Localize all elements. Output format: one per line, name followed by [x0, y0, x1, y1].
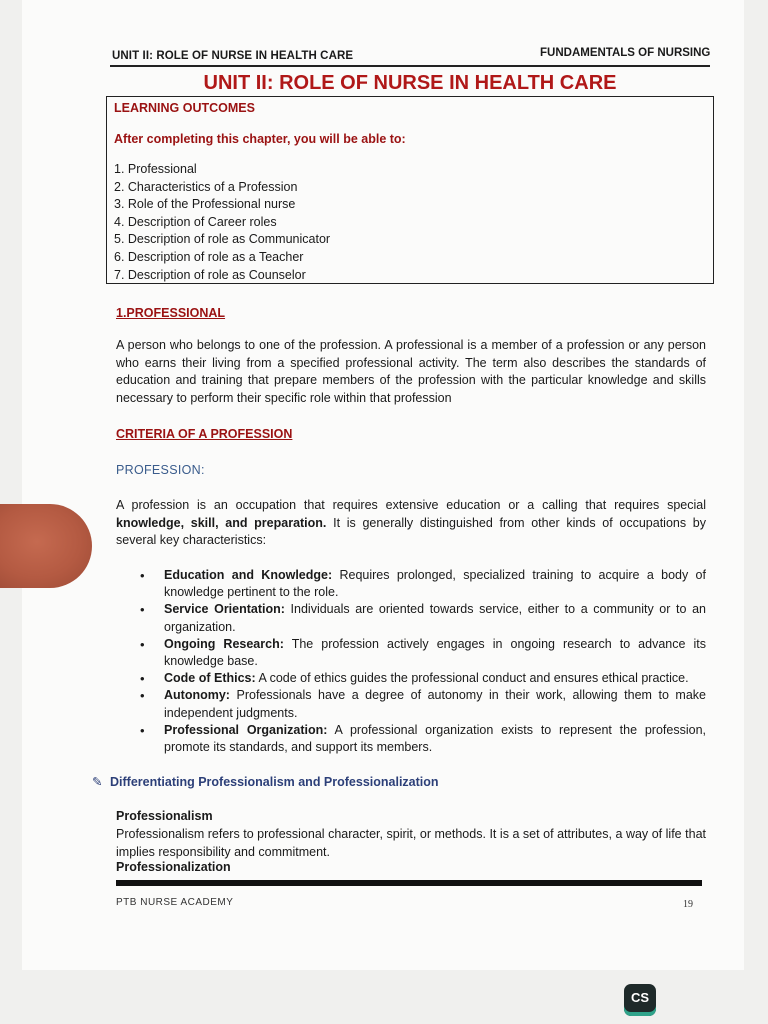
differentiating-heading	[92, 774, 439, 789]
footer-rule	[116, 880, 702, 886]
list-item: 2. Characteristics of a Profession	[114, 179, 298, 194]
bullet-term: Service Orientation:	[164, 602, 285, 617]
bullet-icon: •	[140, 636, 145, 652]
pen-icon: ✎	[92, 775, 103, 789]
profession-label: PROFESSION:	[116, 463, 205, 477]
learning-outcomes-intro: After completing this chapter, you will be able to:	[114, 132, 406, 146]
bullet-term: Professional Organization:	[164, 722, 328, 737]
professional-paragraph: A person who belongs to one of the profession. A professional is a member of a profession or any person who earns their living from a specified professional activity. The term also describes the standards of education and training that prepare members of the profession with the particular knowledge and skills necessary to perform their specific role within that profession	[116, 338, 706, 405]
professionalism-heading: Professionalism	[116, 809, 213, 823]
chapter-title: UNIT II: ROLE OF NURSE IN HEALTH CARE	[203, 72, 617, 94]
bullet-icon: •	[140, 602, 145, 618]
intro-text-bold: knowledge, skill, and preparation.	[116, 515, 327, 530]
bullet-icon: •	[140, 671, 145, 687]
bullet-term: Code of Ethics:	[164, 671, 256, 686]
bullet-text: Professionals have a degree of autonomy in their work, allowing them to make independent judgments.	[164, 688, 706, 720]
page-number: 19	[683, 899, 693, 910]
bullet-term: Ongoing Research:	[164, 636, 284, 651]
list-item: 7. Description of role as Counselor	[114, 267, 306, 282]
section-heading-professional: 1.PROFESSIONAL	[116, 306, 226, 320]
professionalization-heading: Professionalization	[116, 860, 231, 874]
list-item	[140, 670, 706, 687]
bullet-icon: •	[140, 722, 145, 738]
list-item	[140, 636, 706, 670]
bullet-text: A code of ethics guides the professional conduct and ensures ethical practice.	[255, 671, 689, 686]
intro-text-end: It is generally distinguished from other kinds of occupations by several key characteristics:	[116, 515, 706, 547]
differentiating-heading-text: Differentiating Professionalism and Professionalization	[110, 775, 439, 789]
section-heading-criteria: CRITERIA OF A PROFESSION	[116, 427, 293, 441]
finger-shadow	[0, 504, 92, 588]
list-item	[140, 687, 706, 721]
list-item: 3. Role of the Professional nurse	[114, 197, 296, 212]
list-item	[140, 567, 706, 601]
list-item	[140, 601, 706, 635]
list-item: 5. Description of role as Communicator	[114, 232, 331, 247]
list-item: 1. Professional	[114, 162, 197, 176]
bullet-icon: •	[140, 688, 145, 704]
camscanner-badge: CS	[624, 984, 656, 1016]
header-rule	[110, 65, 710, 67]
bullet-text: Requires prolonged, specialized training to acquire a body of knowledge pertinent to the role.	[164, 568, 706, 600]
bullet-icon: •	[140, 568, 145, 583]
running-header-right: FUNDAMENTALS OF NURSING	[540, 47, 711, 59]
running-header-left: UNIT II: ROLE OF NURSE IN HEALTH CARE	[112, 50, 354, 62]
bullet-text: The profession actively engages in ongoing research to advance its knowledge base.	[164, 636, 706, 669]
bullet-text: A professional organization exists to represent the profession, promote its standards, and support its members.	[164, 722, 706, 755]
bullet-term: Autonomy:	[164, 688, 230, 703]
list-item: 6. Description of role as a Teacher	[114, 249, 304, 264]
learning-outcomes-heading: LEARNING OUTCOMES	[114, 101, 255, 115]
profession-intro-paragraph	[116, 497, 706, 550]
learning-outcomes-list	[114, 161, 330, 284]
characteristics-list	[140, 567, 706, 756]
list-item: 4. Description of Career roles	[114, 214, 277, 229]
bullet-term: Education and Knowledge:	[164, 568, 333, 582]
professionalism-paragraph: Professionalism refers to professional character, spirit, or methods. It is a set of attributes, a way of life that implies responsibility and commitment.	[116, 827, 706, 859]
bullet-text: Individuals are oriented towards service, either to a community or to an organization.	[164, 602, 706, 634]
footer-publisher: PTB NURSE ACADEMY	[116, 897, 234, 908]
list-item	[140, 722, 706, 756]
intro-text-start: A profession is an occupation that requires extensive education or a calling that requires special	[116, 498, 706, 512]
